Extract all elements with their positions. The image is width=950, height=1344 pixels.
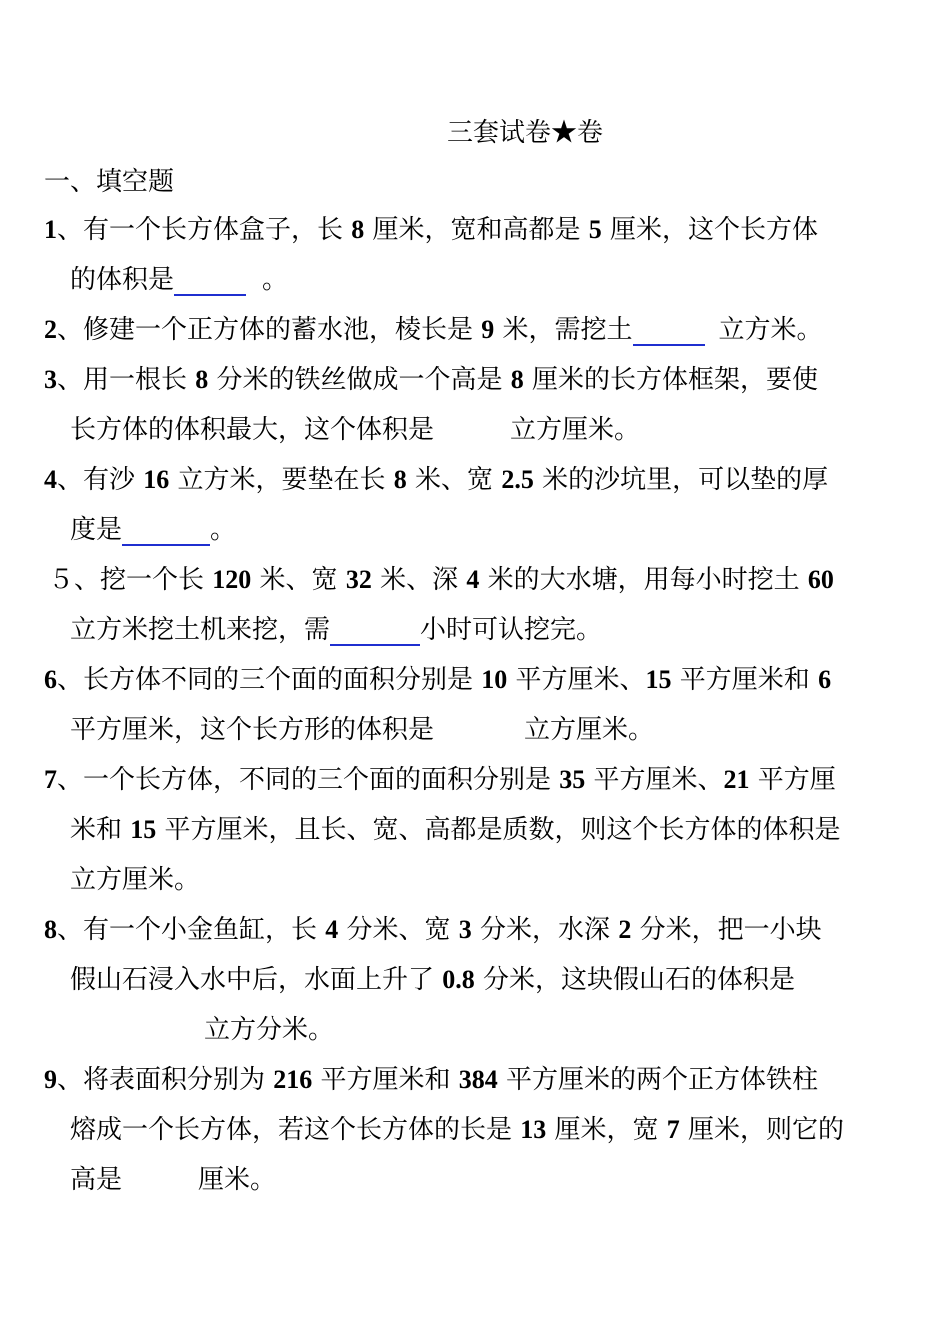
question-3-line-2: 长方体的体积最大，这个体积是 立方厘米。 <box>70 415 641 445</box>
question-number: 6 <box>44 665 57 694</box>
question-number: 7 <box>44 765 57 794</box>
section-heading: 一、填空题 <box>44 167 175 197</box>
question-number: 8 <box>44 915 57 944</box>
question-number: 4 <box>44 465 57 494</box>
question-2-line-1: 2、修建一个正方体的蓄水池，棱长是 9 米，需挖土 立方米。 <box>44 315 823 345</box>
answer-blank[interactable] <box>633 314 705 346</box>
question-7-line-1: 7、一个长方体，不同的三个面的面积分别是 35 平方厘米、21 平方厘 <box>44 765 836 795</box>
question-3-line-1: 3、用一根长 8 分米的铁丝做成一个高是 8 厘米的长方体框架，要使 <box>44 365 819 395</box>
question-5-line-2: 立方米挖土机来挖，需 小时可认挖完。 <box>70 615 603 645</box>
page-title: 三套试卷★卷 <box>446 118 603 148</box>
question-number: 9 <box>44 1065 57 1094</box>
question-8-line-2: 假山石浸入水中后，水面上升了 0.8 分米，这块假山石的体积是 <box>70 965 796 995</box>
question-7-line-3: 立方厘米。 <box>70 865 201 895</box>
question-8-line-3: 立方分米。 <box>204 1015 335 1045</box>
question-number: 2 <box>44 315 57 344</box>
question-1-line-1: 1、有一个长方体盒子，长 8 厘米，宽和高都是 5 厘米，这个长方体 <box>44 215 819 245</box>
question-9-line-1: 9、将表面积分别为 216 平方厘米和 384 平方厘米的两个正方体铁柱 <box>44 1065 819 1095</box>
question-9-line-3: 高是 厘米。 <box>70 1165 277 1195</box>
question-number: 1 <box>44 215 57 244</box>
question-6-line-1: 6、长方体不同的三个面的面积分别是 10 平方厘米、15 平方厘米和 6 <box>44 665 832 695</box>
answer-blank[interactable] <box>330 614 420 646</box>
question-4-line-1: 4、有沙 16 立方米，要垫在长 8 米、宽 2.5 米的沙坑里，可以垫的厚 <box>44 465 829 495</box>
question-9-line-2: 熔成一个长方体，若这个长方体的长是 13 厘米，宽 7 厘米，则它的 <box>70 1115 845 1145</box>
answer-blank[interactable] <box>174 264 246 296</box>
question-1-line-2: 的体积是 。 <box>70 265 289 295</box>
question-4-line-2: 度是 。 <box>70 515 237 545</box>
question-number: ５ <box>48 565 75 595</box>
question-6-line-2: 平方厘米，这个长方形的体积是 立方厘米。 <box>70 715 655 745</box>
question-7-line-2: 米和 15 平方厘米，且长、宽、高都是质数，则这个长方体的体积是 <box>70 815 841 845</box>
question-5-line-1: ５、挖一个长 120 米、宽 32 米、深 4 米的大水塘，用每小时挖土 60 <box>48 565 834 595</box>
question-8-line-1: 8、有一个小金鱼缸，长 4 分米、宽 3 分米，水深 2 分米，把一小块 <box>44 915 822 945</box>
question-number: 3 <box>44 365 57 394</box>
answer-blank[interactable] <box>122 514 210 546</box>
